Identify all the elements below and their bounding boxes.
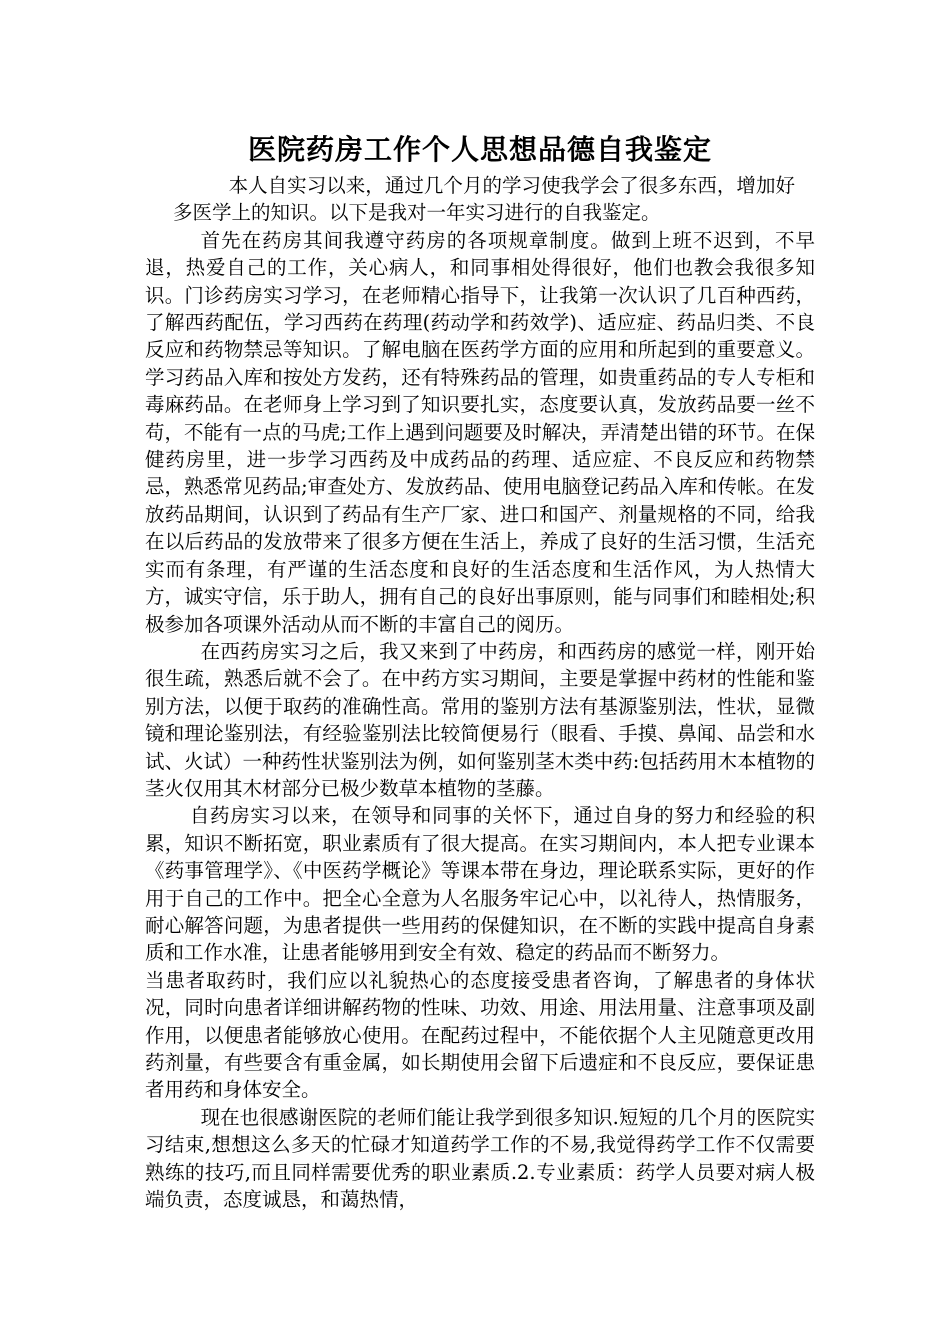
- document-title: 医院药房工作个人思想品德自我鉴定: [247, 133, 712, 166]
- paragraph-intro: 本人自实习以来，通过几个月的学习使我学会了很多东西，增加好多医学上的知识。以下是我对一年实习进行的自我鉴定。: [173, 174, 795, 225]
- paragraph-patient-service: 当患者取药时，我们应以礼貌热心的态度接受患者咨询，了解患者的身体状况，同时向患者详细讲解药物的性味、功效、用途、用法用量、注意事项及副作用，以便患者能够放心使用。在配药过程中，不能依据个人主见随意更改用药剂量，有些要含有重金属，如长期使用会留下后遗症和不良反应，要保证患者用药和身体安全。: [145, 968, 815, 1102]
- document-page: [145, 128, 815, 1213]
- paragraph-western-pharmacy: 首先在药房其间我遵守药房的各项规章制度。做到上班不迟到，不早退，热爱自己的工作，关心病人，和同事相处得很好，他们也教会我很多知识。门诊药房实习学习，在老师精心指导下，让我第一次认识了几百种西药，了解西药配伍，学习西药在药理(药动学和药效学)、适应症、药品归类、不良反应和药物禁忌等知识。了解电脑在医药学方面的应用和所起到的重要意义。学习药品入库和按处方发药，还有特殊药品的管理，如贵重药品的专人专柜和毒麻药品。在老师身上学习到了知识要扎实，态度要认真，发放药品要一丝不苟，不能有一点的马虎;工作上遇到问题要及时解决，弄清楚出错的环节。在保健药房里，进一步学习西药及中成药品的药理、适应症、不良反应和药物禁忌，熟悉常见药品;审查处方、发放药品、使用电脑登记药品入库和传帐。在发放药品期间，认识到了药品有生产厂家、进口和国产、剂量规格的不同，给我在以后药品的发放带来了很多方便在生活上，养成了良好的生活习惯，生活充实而有条理，有严谨的生活态度和良好的生活态度和生活作风，为人热情大方，诚实守信，乐于助人，拥有自己的良好出事原则，能与同事们和睦相处;积极参加各项课外活动从而不断的丰富自己的阅历。: [145, 228, 815, 636]
- paragraph-professional-growth: 自药房实习以来，在领导和同事的关怀下，通过自身的努力和经验的积累，知识不断拓宽，职业素质有了很大提高。在实习期间内，本人把专业课本《药事管理学》、《中医药学概论》等课本带在身边，理论联系实际，更好的作用于自己的工作中。把全心全意为人名服务牢记心中，以礼待人，热情服务，耐心解答问题，为患者提供一些用药的保健知识，在不断的实践中提高自身素质和工作水准，让患者能够用到安全有效、稳定的药品而不断努力。: [145, 804, 815, 965]
- paragraph-chinese-pharmacy: 在西药房实习之后，我又来到了中药房，和西药房的感觉一样，刚开始很生疏，熟悉后就不会了。在中药方实习期间，主要是掌握中药材的性能和鉴别方法，以便于取药的准确性高。常用的鉴别方法有基源鉴别法，性状，显微镜和理论鉴别法，有经验鉴别法比较简便易行（眼看、手摸、鼻闻、品尝和水试、火试）一种药性状鉴别法为例，如何鉴别茎木类中药:包括药用木本植物的茎火仅用其木材部分已极少数草本植物的茎藤。: [145, 639, 815, 800]
- paragraph-gratitude: 现在也很感谢医院的老师们能让我学到很多知识.短短的几个月的医院实习结束,想想这么多天的忙碌才知道药学工作的不易,我觉得药学工作不仅需要熟练的技巧,而且同样需要优秀的职业素质.2.专业素质：药学人员要对病人极端负责，态度诚恳，和蔼热情，: [145, 1105, 815, 1212]
